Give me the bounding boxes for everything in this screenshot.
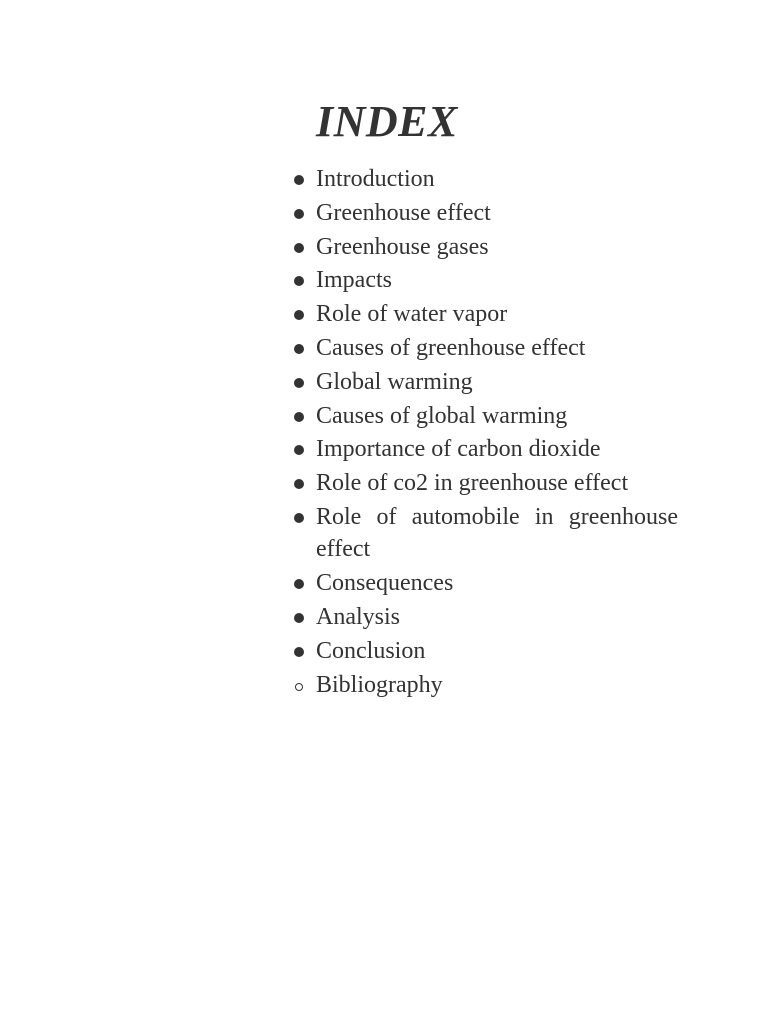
list-item-label: Greenhouse effect xyxy=(316,199,491,226)
bullet-disc-icon xyxy=(294,412,304,422)
list-item xyxy=(291,400,678,433)
list-item xyxy=(291,163,678,196)
list-item-label: Causes of global warming xyxy=(316,402,568,429)
list-item xyxy=(291,669,678,702)
list-item xyxy=(291,231,678,264)
list-item xyxy=(291,197,678,230)
bullet-disc-icon xyxy=(294,579,304,589)
list-item xyxy=(291,332,678,365)
bullet-disc-icon xyxy=(294,209,304,219)
bullet-disc-icon xyxy=(294,378,304,388)
list-item-label: Bibliography xyxy=(316,671,443,698)
list-item-label: Impacts xyxy=(316,267,392,294)
list-item-label: Importance of carbon dioxide xyxy=(316,436,601,463)
bullet-disc-icon xyxy=(294,243,304,253)
index-list xyxy=(291,163,678,702)
list-item-label: Greenhouse gases xyxy=(316,233,489,260)
bullet-disc-icon xyxy=(294,479,304,489)
list-item xyxy=(291,567,678,600)
list-item-label: Role of water vapor xyxy=(316,301,508,328)
list-item xyxy=(291,298,678,331)
bullet-disc-icon xyxy=(294,310,304,320)
list-item xyxy=(291,433,678,466)
bullet-disc-icon xyxy=(294,613,304,623)
list-item-label: Introduction xyxy=(316,166,435,192)
bullet-disc-icon xyxy=(294,175,304,185)
list-item-label: Role of automobile in greenhouse effect xyxy=(316,503,678,563)
list-item xyxy=(291,467,678,500)
list-item-label: Role of co2 in greenhouse effect xyxy=(316,470,629,497)
bullet-disc-icon xyxy=(294,445,304,455)
list-item xyxy=(291,264,678,297)
bullet-disc-icon xyxy=(294,647,304,657)
list-item-label: Consequences xyxy=(316,570,454,597)
list-item-label: Conclusion xyxy=(316,637,426,664)
bullet-disc-icon xyxy=(294,513,304,523)
bullet-disc-icon xyxy=(294,276,304,286)
list-item xyxy=(291,501,678,566)
list-item-label: Analysis xyxy=(316,604,400,631)
list-item xyxy=(291,635,678,668)
list-item-label: Causes of greenhouse effect xyxy=(316,334,586,361)
list-item xyxy=(291,601,678,634)
list-item xyxy=(291,366,678,399)
page-title: INDEX xyxy=(316,97,458,146)
list-item-label: Global warming xyxy=(316,368,473,395)
bullet-circle-icon xyxy=(295,683,303,691)
bullet-disc-icon xyxy=(294,344,304,354)
